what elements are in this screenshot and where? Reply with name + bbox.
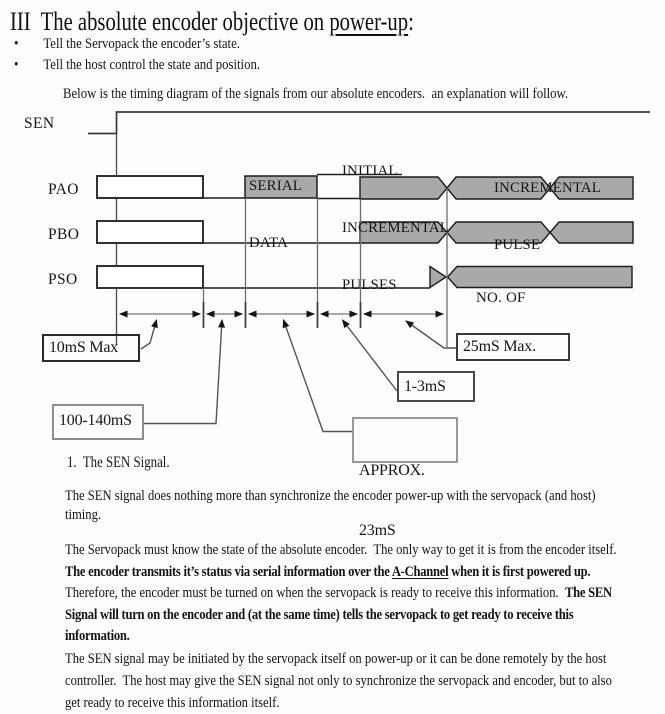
- bullet-icon: •: [14, 56, 19, 73]
- bullet-icon: •: [14, 35, 19, 52]
- annotation-25ms-max-box: 25mS Max.: [456, 333, 570, 361]
- initial-incremental-pulses-label: [342, 124, 449, 333]
- p2-regular-2: Therefore, the encoder must be turned on when the servopack is ready to receive this information.: [65, 563, 597, 602]
- bullet-text-1: Tell the Servopack the encoder’s state.: [43, 35, 240, 52]
- bullet-text-2: Tell the host control the state and position.: [43, 56, 261, 73]
- annotation-10ms-box: 10mS Max: [42, 334, 140, 362]
- paragraph-3: The SEN signal may be initiated by the servopack itself on power-up or it can be done remotely by the host controller. The host may give the SEN signal not only to synchronize the servopack and encoder, but to also get ready to receive this information itself.: [65, 651, 616, 711]
- p2-bold-2: when it is first powered up.: [448, 563, 591, 580]
- paragraph-1: The SEN signal does nothing more than synchronize the encoder power-up with the servopack (and host) timing.: [65, 488, 602, 523]
- page-title: [10, 6, 414, 36]
- title-text: III The absolute encoder objective on: [10, 6, 330, 36]
- serial-data-line2: DATA: [249, 235, 289, 251]
- intro-text: Below is the timing diagram of the signals from our absolute encoders. an explanation will follow.: [63, 85, 569, 102]
- approx-line1: APPROX.: [359, 462, 425, 479]
- title-colon: :: [408, 6, 414, 36]
- paragraph-2: [65, 540, 621, 648]
- p2-bold-1: The encoder transmits it’s status via serial information over the: [65, 563, 392, 580]
- title-underlined-text: power-up: [329, 6, 409, 36]
- incremental-line1: INCREMENTAL: [494, 180, 602, 196]
- signal-label-pso: PSO: [48, 271, 78, 288]
- section-heading: 1. The SEN Signal.: [67, 454, 170, 471]
- serial-data-label: [249, 139, 302, 291]
- signal-label-pbo: PBO: [48, 226, 80, 243]
- annotation-approx-23ms-box: [352, 417, 458, 539]
- initial-line2: INCREMENTAL: [342, 220, 450, 236]
- incremental-pulse-label: [494, 141, 601, 293]
- no-of-label: NO. OF: [476, 290, 526, 306]
- p2-regular-1: The Servopack must know the state of the absolute encoder. The only way to get it is from the encoder itself.: [65, 542, 623, 558]
- signal-label-sen: SEN: [24, 115, 55, 132]
- bullet-item-1: [14, 35, 240, 52]
- p2-a-channel: A-Channel: [391, 563, 449, 580]
- annotation-1-3ms-box: 1-3mS: [397, 371, 475, 402]
- initial-line3: PULSES: [342, 277, 397, 293]
- serial-data-line1: SERIAL: [249, 178, 302, 194]
- bullet-item-2: [14, 56, 260, 73]
- timing-ticks: [204, 302, 361, 328]
- p2-bold-3: The SEN Signal will turn on the encoder and (at the same time) tells the servopack to get ready to receive this information.: [65, 585, 615, 645]
- incremental-line2: PULSE: [494, 237, 541, 253]
- initial-line1: INITIAL: [342, 163, 398, 179]
- approx-line2: 23mS: [359, 522, 396, 539]
- annotation-100-140ms-box: 100-140mS: [52, 404, 144, 440]
- signal-label-pao: PAO: [48, 181, 79, 198]
